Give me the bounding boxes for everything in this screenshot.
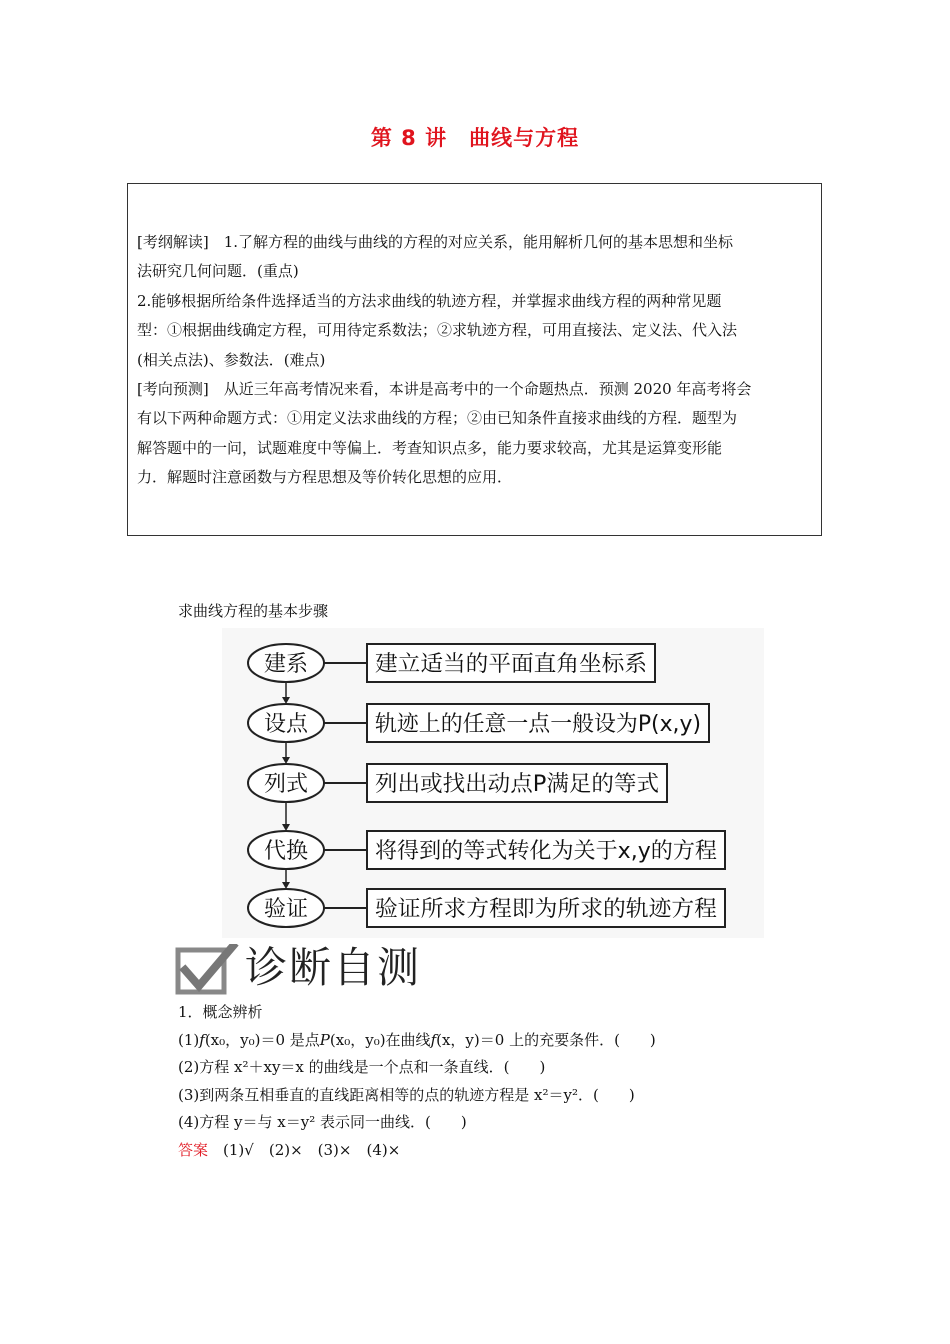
syllabus-line: [考纲解读] 1.了解方程的曲线与曲线的方程的对应关系，能用解析几何的基本思想和坐标 [137, 233, 734, 251]
syllabus-line: 解答题中的一问，试题难度中等偏上．考查知识点多，能力要求较高，尤其是运算变形能 [137, 438, 723, 457]
step-desc: 将得到的等式转化为关于x,y的方程 [375, 839, 717, 864]
syllabus-line: 力．解题时注意函数与方程思想及等价转化思想的应用． [137, 468, 513, 487]
answer-label: 答案 [178, 1140, 209, 1159]
flow-step [248, 644, 655, 704]
step-desc: 轨迹上的任意一点一般设为P(x,y) [375, 712, 701, 737]
flow-step [248, 764, 667, 831]
syllabus-line: [考向预测] 从近三年高考情况来看，本讲是高考中的一个命题热点．预测 2020 年高考将会 [137, 380, 752, 399]
answer-text: (1)√ (2)× (3)× (4)× [223, 1140, 401, 1159]
syllabus-line: 2.能够根据所给条件选择适当的方法求曲线的轨迹方程，并掌握求曲线方程的两种常见题 [137, 291, 722, 310]
arrow-head [282, 757, 290, 764]
exercise [178, 999, 818, 1164]
syllabus-line: 法研究几何问题．(重点) [137, 262, 299, 281]
flow-step [248, 889, 725, 927]
answer-line [178, 1137, 818, 1165]
flowchart-title: 求曲线方程的基本步骤 [178, 602, 329, 620]
syllabus-line: 型：①根据曲线确定方程，可用待定系数法；②求轨迹方程，可用直接法、定义法、代入法 [137, 321, 738, 340]
flowchart [222, 628, 764, 938]
step-name: 建系 [263, 652, 309, 677]
question-1: (1)f(x₀，y₀)＝0 是点P(x₀，y₀)在曲线f(x，y)＝0 上的充要条件．( ) [178, 1030, 656, 1049]
flow-step [248, 831, 725, 889]
arrow-head [282, 824, 290, 831]
arrow-head [282, 882, 290, 889]
page-title: 第 8 讲 曲线与方程 [370, 126, 580, 150]
step-name: 代换 [263, 839, 309, 864]
step-name: 验证 [263, 897, 309, 922]
flow-step [248, 704, 709, 764]
step-desc: 列出或找出动点P满足的等式 [375, 772, 659, 797]
question-4: (4)方程 y＝与 x＝y² 表示同一曲线．( ) [178, 1113, 467, 1131]
syllabus-line: 有以下两种命题方式：①用定义法求曲线的方程；②由已知条件直接求曲线的方程．题型为 [137, 409, 738, 428]
step-name: 列式 [263, 772, 309, 797]
section-heading: 诊断自测 [245, 943, 422, 992]
question-3: (3)到两条互相垂直的直线距离相等的点的轨迹方程是 x²＝y²．( ) [178, 1085, 635, 1104]
step-desc: 建立适当的平面直角坐标系 [375, 652, 647, 677]
syllabus-text [137, 228, 817, 493]
question-2: (2)方程 x²＋xy＝x 的曲线是一个点和一条直线．( ) [178, 1058, 546, 1076]
step-desc: 验证所求方程即为所求的轨迹方程 [375, 897, 717, 922]
step-name: 设点 [263, 712, 309, 737]
exercise-heading: 1．概念辨析 [178, 1003, 263, 1021]
arrow-head [282, 697, 290, 704]
syllabus-line: (相关点法)、参数法．(难点) [137, 350, 326, 369]
